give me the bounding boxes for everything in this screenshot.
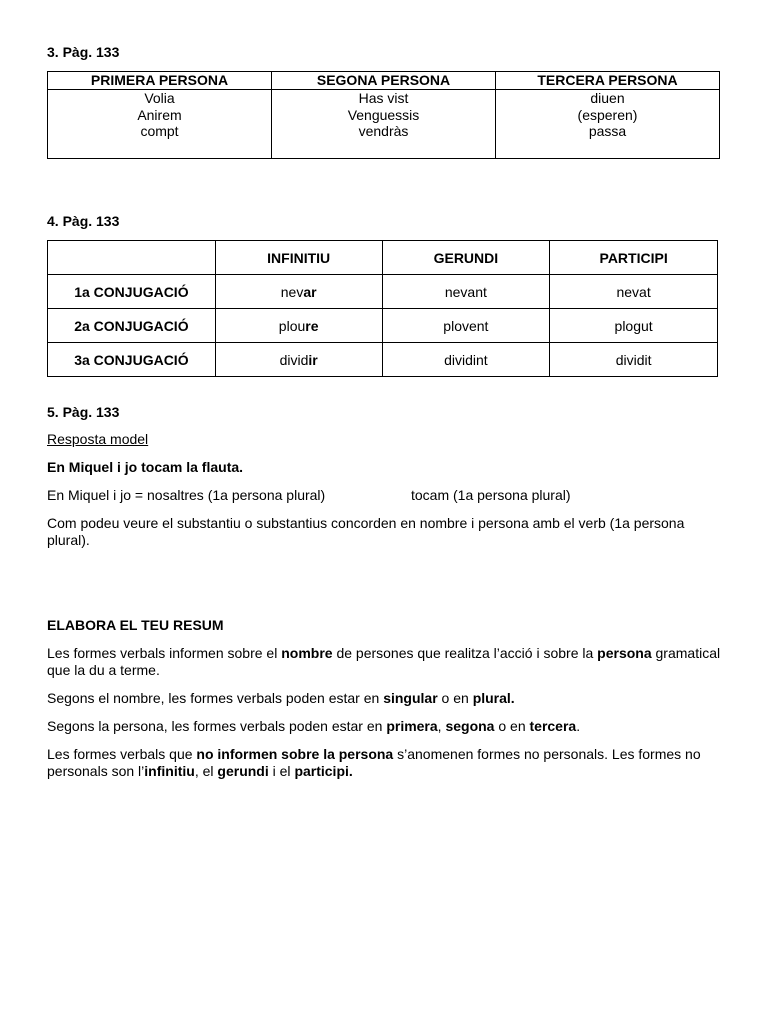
summary-paragraph-1	[47, 645, 727, 679]
cell-text: diuen	[590, 90, 625, 106]
text-run: Les formes verbals que	[47, 746, 197, 762]
model-answer-label: Resposta model	[47, 431, 149, 447]
infinitiu-cell	[215, 275, 382, 309]
header-gerundi: GERUNDI	[382, 241, 550, 275]
text-run: , el	[194, 763, 218, 779]
row-label: 3a CONJUGACIÓ	[48, 343, 216, 377]
summary-paragraph-2	[47, 690, 727, 707]
section-5-heading: 5. Pàg. 133	[47, 404, 120, 420]
subject-analysis: En Miquel i jo = nosaltres (1a persona plural)	[47, 487, 326, 503]
cell-text: Venguessis	[347, 106, 420, 123]
table-row	[48, 275, 718, 309]
model-sentence: En Miquel i jo tocam la flauta.	[47, 459, 244, 475]
table-header-row	[48, 241, 718, 275]
infinitiu-cell	[215, 343, 382, 377]
header-tercera-persona: TERCERA PERSONA	[496, 72, 720, 90]
summary-paragraph-3	[47, 718, 727, 735]
text-run-bold: participi.	[294, 763, 353, 779]
explanation-text: Com podeu veure el substantiu o substantius concorden en nombre i persona amb el verb (1a persona plural).	[47, 515, 685, 548]
verb-stem: divid	[279, 351, 309, 368]
cell-text: Has vist	[358, 90, 409, 106]
summary-heading: ELABORA EL TEU RESUM	[47, 617, 224, 633]
row-label: 1a CONJUGACIÓ	[48, 275, 216, 309]
section-4-heading: 4. Pàg. 133	[47, 213, 120, 229]
verb-ending: re	[305, 317, 319, 334]
text-run-bold: persona	[597, 645, 652, 661]
gerundi-cell: nevant	[382, 275, 550, 309]
table-row	[48, 309, 718, 343]
participi-cell: nevat	[550, 275, 718, 309]
header-participi: PARTICIPI	[550, 241, 718, 275]
tercera-persona-cell	[496, 90, 720, 159]
verb-analysis: tocam (1a persona plural)	[411, 487, 571, 503]
cell-text: passa	[588, 123, 627, 139]
header-empty	[48, 241, 216, 275]
table-header-row	[48, 72, 720, 90]
summary-paragraph-4	[47, 746, 727, 780]
text-run: i el	[268, 763, 295, 779]
text-run: gramatical que la du a terme.	[47, 645, 721, 678]
text-run-bold: tercera	[529, 718, 577, 734]
infinitiu-cell	[215, 309, 382, 343]
text-run-bold: plural.	[472, 690, 515, 706]
verb-ending: ar	[303, 283, 317, 300]
text-run-bold: primera	[386, 718, 438, 734]
text-run: Segons el nombre, les formes verbals poden estar en	[47, 690, 384, 706]
text-run: de persones que realitza l’acció i sobre la	[332, 645, 598, 661]
gerundi-cell: plovent	[382, 309, 550, 343]
row-label: 2a CONJUGACIÓ	[48, 309, 216, 343]
table-row	[48, 90, 720, 159]
cell-text: (esperen)	[577, 106, 638, 123]
text-run: Les formes verbals informen sobre el	[47, 645, 282, 661]
text-run: Segons la persona, les formes verbals poden estar en	[47, 718, 387, 734]
table-row	[48, 343, 718, 377]
text-run-bold: no informen sobre la persona	[196, 746, 394, 762]
verb-stem: plou	[278, 317, 306, 334]
cell-text: Volia	[144, 90, 175, 106]
text-run-bold: gerundi	[217, 763, 269, 779]
participi-cell: dividit	[550, 343, 718, 377]
participi-cell: plogut	[550, 309, 718, 343]
text-run-bold: infinitiu	[144, 763, 195, 779]
segona-persona-cell	[272, 90, 496, 159]
gerundi-cell: dividint	[382, 343, 550, 377]
text-run-bold: nombre	[281, 645, 333, 661]
cell-text: Anirem	[137, 106, 182, 123]
header-primera-persona: PRIMERA PERSONA	[48, 72, 272, 90]
text-run: s’anomenen formes no personals. Les formes no personals son l’	[47, 746, 701, 779]
header-segona-persona: SEGONA PERSONA	[272, 72, 496, 90]
cell-text: compt	[140, 123, 179, 139]
text-run: o en	[494, 718, 530, 734]
verb-stem: nev	[280, 283, 304, 300]
text-run: o en	[437, 690, 473, 706]
primera-persona-cell	[48, 90, 272, 159]
cell-text: vendràs	[358, 123, 409, 139]
header-infinitiu: INFINITIU	[215, 241, 382, 275]
persona-table	[47, 71, 720, 159]
verb-ending: ir	[308, 351, 318, 368]
text-run-bold: singular	[383, 690, 438, 706]
text-run: .	[576, 718, 581, 734]
section-3-heading: 3. Pàg. 133	[47, 44, 120, 60]
text-run-bold: segona	[445, 718, 495, 734]
conjugation-table	[47, 240, 718, 377]
text-run: ,	[437, 718, 446, 734]
